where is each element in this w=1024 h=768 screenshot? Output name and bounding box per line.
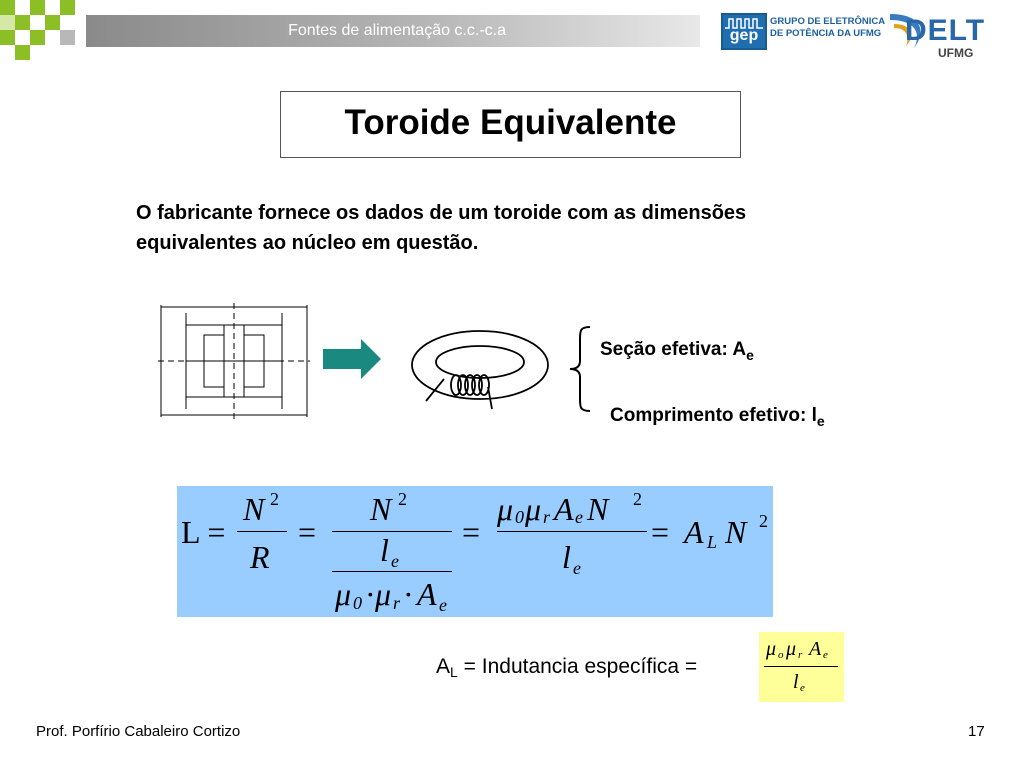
- page-number: 17: [968, 723, 985, 740]
- slide-title: Toroide Equivalente: [344, 103, 677, 142]
- formula-a: A: [417, 576, 437, 612]
- gep-group-line2: DE POTÊNCIA DA UFMG: [770, 28, 882, 39]
- intro-line1: O fabricante fornece os dados de um toroide com as dimensões: [136, 202, 747, 224]
- fraction-bar: [332, 571, 452, 572]
- formula-sub-e: e: [573, 558, 581, 578]
- length-label-sub: e: [816, 413, 825, 429]
- al-l: l: [793, 671, 799, 693]
- section-label-text: Seção efetiva: A: [600, 339, 747, 360]
- formula-eq: =: [462, 514, 481, 550]
- al-mu: μ: [766, 638, 777, 660]
- al-text: = Indutancia específica =: [457, 655, 698, 678]
- gep-group-line1: GRUPO DE ELETRÔNICA: [770, 16, 886, 27]
- formula-eq: =: [298, 514, 317, 550]
- gep-logo-text: gep: [729, 27, 759, 44]
- formula-sub-e: e: [391, 551, 399, 571]
- al-sub-e: e: [800, 682, 805, 694]
- formula-l: l: [562, 539, 571, 575]
- formula-n: N: [587, 491, 609, 527]
- formula-l: l: [380, 532, 389, 568]
- fraction-bar: [497, 531, 647, 532]
- inductance-formula: [177, 486, 773, 617]
- al-formula: [759, 632, 844, 702]
- al-sub: L: [450, 664, 458, 680]
- formula-lhs: L =: [181, 514, 226, 550]
- formula-sub-0: 0: [353, 593, 362, 613]
- decor-square: [15, 15, 30, 30]
- intro-line2: equivalentes ao núcleo em questão.: [136, 232, 479, 254]
- formula-n: N: [725, 514, 747, 550]
- formula-mu: μ: [497, 491, 514, 527]
- decor-square: [0, 30, 15, 45]
- delt-logo-text: DELT: [905, 14, 986, 47]
- al-prefix: A: [436, 655, 451, 678]
- formula-exp: 2: [398, 489, 407, 509]
- header-title: Fontes de alimentação c.c.-c.a: [288, 22, 506, 39]
- formula-sub-r: r: [543, 507, 551, 527]
- fraction-bar: [237, 531, 287, 532]
- footer-author: Prof. Porfírio Cabaleiro Cortizo: [36, 723, 241, 740]
- brace-icon: [568, 325, 596, 413]
- al-a: A: [809, 638, 822, 660]
- formula-sub-0: 0: [515, 507, 524, 527]
- formula-sub-r: r: [393, 593, 401, 613]
- decor-square: [60, 0, 75, 15]
- section-label: [600, 339, 754, 363]
- ufmg-logo-text: UFMG: [938, 46, 974, 60]
- formula-mu: μ: [375, 576, 392, 612]
- formula-a: A: [554, 491, 574, 527]
- ee-core-diagram: [158, 303, 310, 419]
- length-label-text: Comprimento efetivo: l: [610, 405, 817, 426]
- length-label: [610, 405, 825, 429]
- decor-square: [0, 0, 15, 15]
- fraction-bar: [332, 531, 452, 532]
- right-arrow-icon: [323, 339, 383, 379]
- al-sub-r: r: [798, 649, 803, 661]
- formula-exp: 2: [633, 489, 642, 509]
- al-definition: [436, 655, 697, 680]
- decor-square: [15, 45, 30, 60]
- al-mu: μ: [786, 638, 797, 660]
- formula-dot: ·: [365, 576, 376, 612]
- formula-sub-e: e: [439, 595, 447, 615]
- section-label-sub: e: [746, 347, 754, 363]
- formula-mu: μ: [335, 576, 352, 612]
- decor-square: [0, 15, 15, 30]
- decor-square: [45, 15, 60, 30]
- decor-square: [30, 30, 45, 45]
- decor-square: [30, 0, 45, 15]
- formula-n: N: [370, 491, 392, 527]
- formula-mu: μ: [525, 491, 542, 527]
- al-sub-o: o: [778, 649, 784, 661]
- formula-exp: 2: [270, 489, 279, 509]
- formula-sub-l: L: [707, 532, 718, 552]
- intro-text: [136, 198, 936, 258]
- formula-dot: ·: [403, 576, 414, 612]
- header-bar: [0, 0, 1024, 60]
- formula-sub-e: e: [575, 507, 583, 527]
- formula-r: R: [250, 539, 270, 575]
- toroid-diagram: [406, 325, 554, 415]
- formula-eq: =: [651, 514, 670, 550]
- al-sub-e: e: [823, 649, 828, 661]
- formula-n: N: [243, 491, 265, 527]
- fraction-bar: [764, 666, 838, 667]
- formula-exp: 2: [759, 511, 768, 531]
- decor-square: [60, 30, 75, 45]
- gep-group-name: [770, 16, 890, 40]
- formula-a: A: [684, 514, 704, 550]
